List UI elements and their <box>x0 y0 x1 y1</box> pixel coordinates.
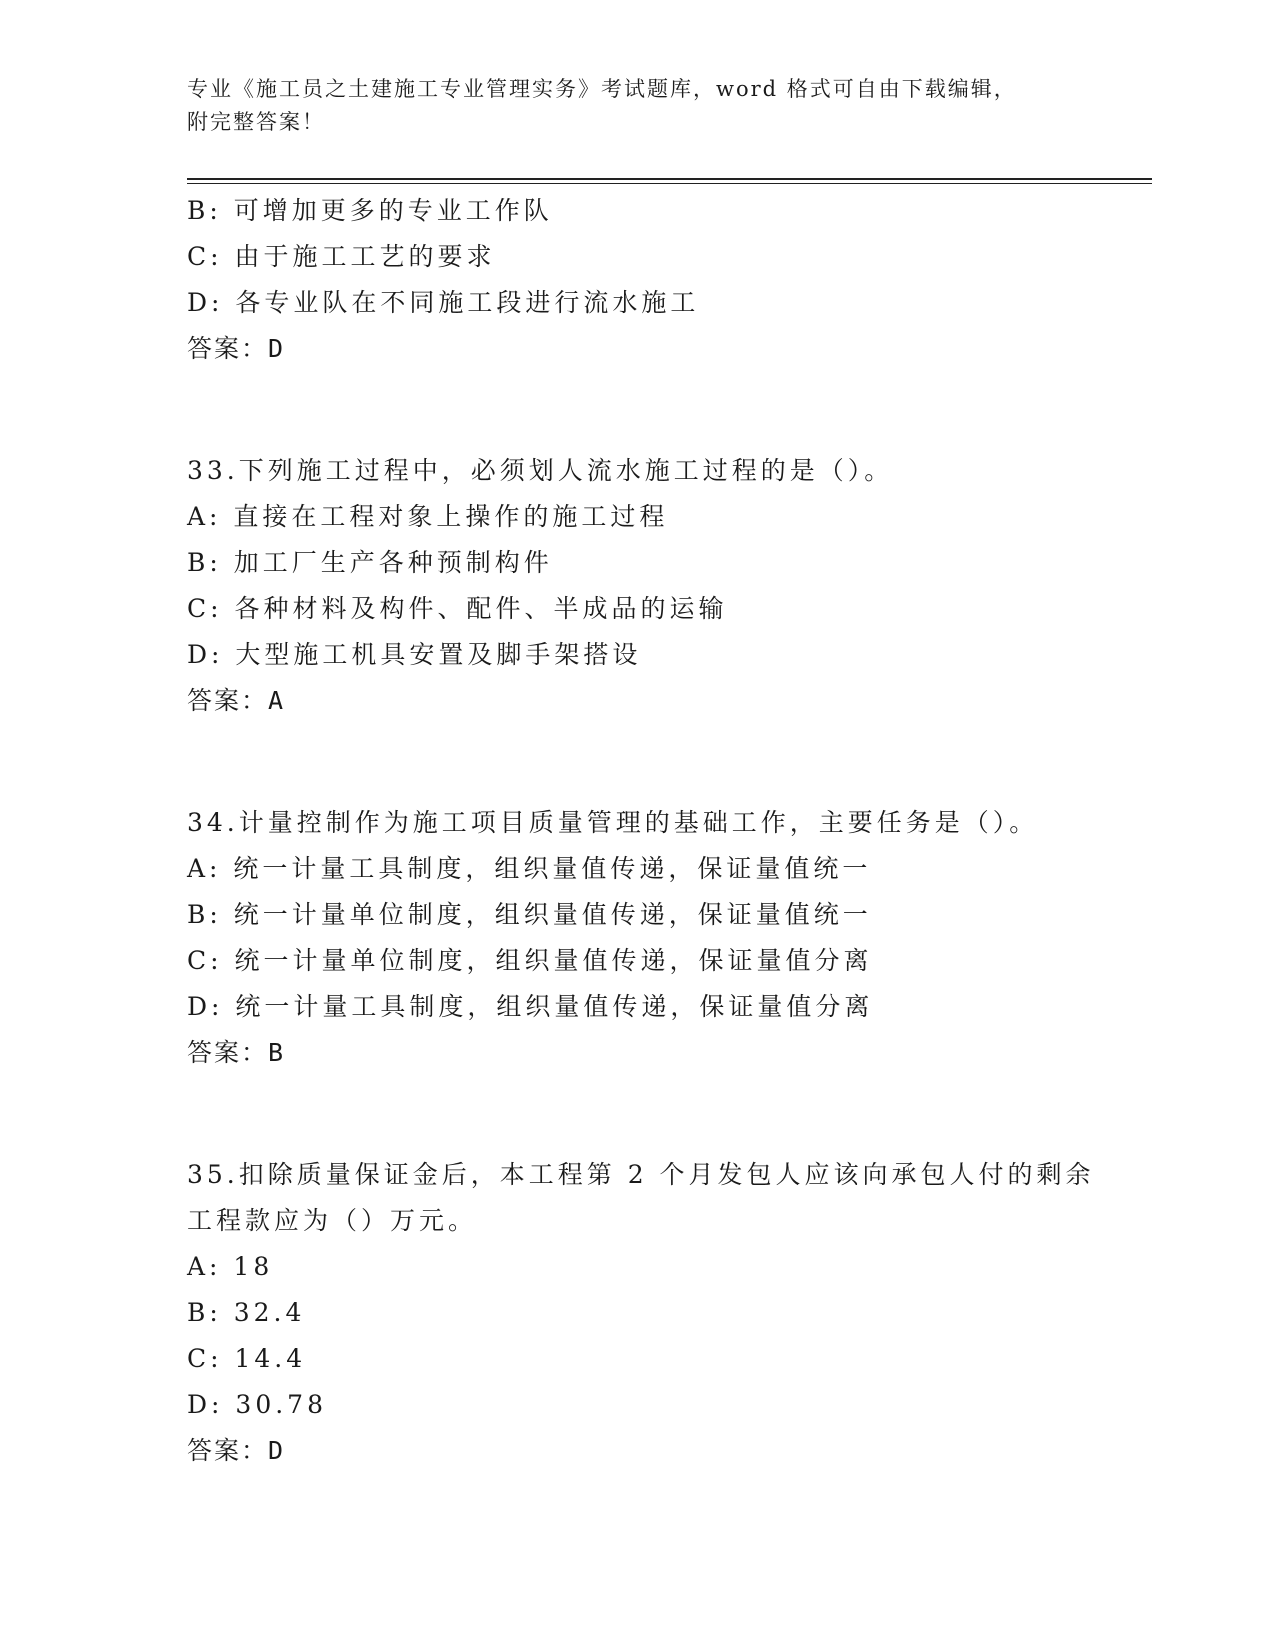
spacer <box>187 1076 1087 1152</box>
answer-line <box>187 326 1087 372</box>
answer-line <box>187 1030 1087 1076</box>
spacer <box>187 724 1087 800</box>
question-text-line-2: 工程款应为（）万元。 <box>187 1206 478 1235</box>
answer-label: 答案： <box>187 1038 269 1067</box>
spacer <box>187 372 1087 448</box>
question-35-block <box>187 1152 1095 1474</box>
option-a: A: 18 <box>187 1252 274 1281</box>
option-c: C: 由于施工工艺的要求 <box>187 242 496 271</box>
answer-line <box>187 1428 1087 1474</box>
question-text-line-1: 35.扣除质量保证金后，本工程第 2 个月发包人应该向承包人付的剩余 <box>187 1160 1095 1189</box>
option-c: C: 各种材料及构件、配件、半成品的运输 <box>187 594 728 623</box>
option-d: D: 各专业队在不同施工段进行流水施工 <box>187 288 700 317</box>
answer-line <box>187 678 1087 724</box>
option-a: A: 直接在工程对象上操作的施工过程 <box>187 502 669 531</box>
question-32-block <box>187 188 1087 372</box>
answer-value: B <box>268 1038 284 1067</box>
header-rule-thick <box>187 178 1152 180</box>
option-a: A: 统一计量工具制度，组织量值传递，保证量值统一 <box>187 854 872 883</box>
question-text: 33.下列施工过程中，必须划人流水施工过程的是（）。 <box>187 456 894 485</box>
option-d: D: 30.78 <box>187 1390 327 1419</box>
option-c: C: 统一计量单位制度，组织量值传递，保证量值分离 <box>187 946 873 975</box>
answer-value: D <box>268 1436 284 1465</box>
answer-label: 答案： <box>187 686 269 715</box>
question-text: 34.计量控制作为施工项目质量管理的基础工作，主要任务是（）。 <box>187 808 1039 837</box>
option-d: D: 大型施工机具安置及脚手架搭设 <box>187 640 642 669</box>
option-b: B: 可增加更多的专业工作队 <box>187 196 553 225</box>
option-d: D: 统一计量工具制度，组织量值传递，保证量值分离 <box>187 992 874 1021</box>
header-line-1: 专业《施工员之土建施工专业管理实务》考试题库，word 格式可自由下载编辑， <box>187 77 1017 101</box>
document-header <box>187 73 1067 139</box>
answer-value: D <box>268 334 284 363</box>
option-b: B: 32.4 <box>187 1298 306 1327</box>
question-33-block <box>187 448 1087 724</box>
header-line-2: 附完整答案！ <box>187 110 325 134</box>
answer-label: 答案： <box>187 334 269 363</box>
option-c: C: 14.4 <box>187 1344 307 1373</box>
header-rule-thin <box>187 183 1152 184</box>
answer-value: A <box>268 686 284 715</box>
option-b: B: 加工厂生产各种预制构件 <box>187 548 553 577</box>
answer-label: 答案： <box>187 1436 269 1465</box>
question-34-block <box>187 800 1087 1076</box>
option-b: B: 统一计量单位制度，组织量值传递，保证量值统一 <box>187 900 872 929</box>
question-list <box>187 188 1095 1474</box>
